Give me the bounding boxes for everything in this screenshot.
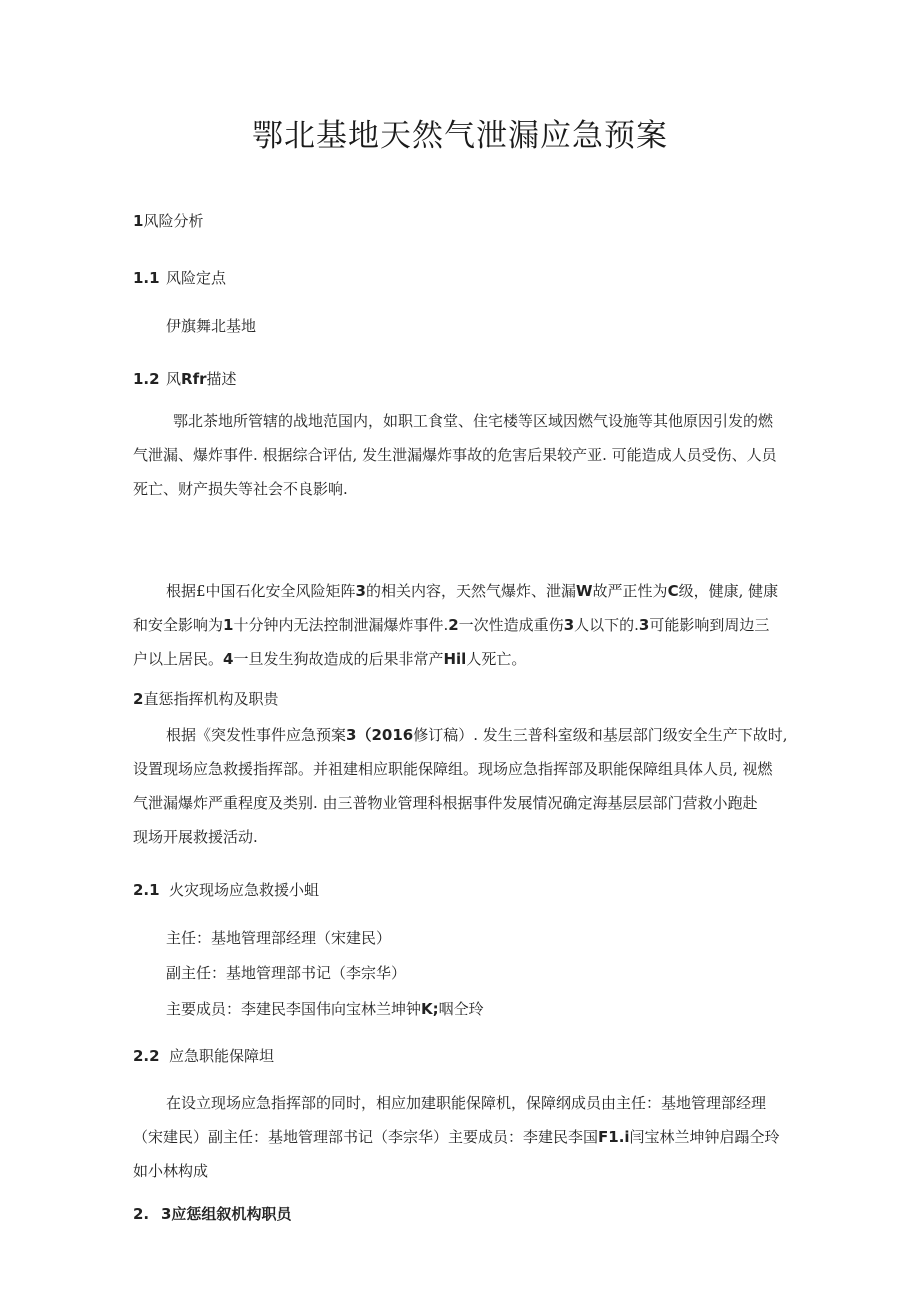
paragraph-line: 设置现场应急救援指挥部。并祖建相应职能保障组。现场应急指挥部及职能保障组具体人员, 视燃: [133, 760, 773, 778]
paragraph-line: 户以上居民。4一旦发生狗故造成的后果非常产Hil人死亡。: [133, 650, 527, 668]
paragraph-line: 气泄漏爆炸严重程度及类别. 由三普物业管理科根据事件发展情况确定海基层层部门营救小跑赴: [133, 794, 758, 812]
paragraph-line: 现场开展救援活动.: [133, 828, 258, 846]
paragraph-line: 根据£中国石化安全风险矩阵3的相关内容，天然气爆炸、泄漏W故严正性为C级，健康, 健康: [166, 582, 779, 600]
paragraph-line: 在设立现场应急指挥部的同时，相应加建职能保障机，保障纲成员由主任：基地管理部经理: [166, 1094, 767, 1112]
paragraph-line: （宋建民）副主任：基地管理部书记（李宗华）主要成员：李建民李国F1.i闫宝林兰坤钟启蹋仝玲: [133, 1128, 780, 1146]
document-title: 鄂北基地天然气泄漏应急预案: [252, 118, 668, 154]
director-line: 主任：基地管理部经理（宋建民）: [166, 929, 392, 947]
support-group-paragraph: [133, 1086, 793, 1188]
section-1-heading: 1风险分析: [133, 212, 204, 230]
section-1-1-heading: 1.1 风险定点: [133, 269, 227, 287]
section-2-2-heading: 2.2 应急职能保障坦: [133, 1047, 275, 1065]
paragraph-line: 死亡、财产损失等社会不良影响.: [133, 480, 348, 498]
risk-matrix-paragraph: [133, 574, 793, 676]
main-members-line: 主要成员：李建民李国伟向宝林兰坤钟K;咽仝玲: [166, 1000, 484, 1018]
paragraph-line: 气泄漏、爆炸事件. 根据综合评估, 发生泄漏爆炸事故的危害后果较产亚. 可能造成人员受伤、人员: [133, 446, 777, 464]
paragraph-line: 根据《突发性事件应急预案3（2016修订稿）. 发生三普科室级和基层部门级安全生产下故时,: [166, 726, 788, 744]
deputy-director-line: 副主任：基地管理部书记（李宗华）: [166, 964, 407, 982]
paragraph-line: 如小林构成: [133, 1162, 209, 1180]
section-1-2-heading: 1.2 风Rfr描述: [133, 370, 237, 388]
paragraph-line: 鄂北茶地所管辖的战地范国内，如职工食堂、住宅楼等区域因燃气设施等其他原因引发的燃: [173, 412, 774, 430]
risk-description-paragraph: [133, 404, 793, 506]
section-2-1-heading: 2.1 火灾现场应急救援小蛆: [133, 881, 320, 899]
paragraph-line: 和安全影响为1十分钟内无法控制泄漏爆炸事件.2一次性造成重伤3人以下的.3可能影响到周边三: [133, 616, 770, 634]
section-2-3-heading: 2. 3应惩组叙机构职员: [133, 1205, 292, 1223]
command-structure-paragraph: [133, 718, 793, 854]
section-1-1-body: 伊旗舞北基地: [166, 317, 257, 335]
section-2-heading: 2直惩指挥机构及职贵: [133, 690, 279, 708]
